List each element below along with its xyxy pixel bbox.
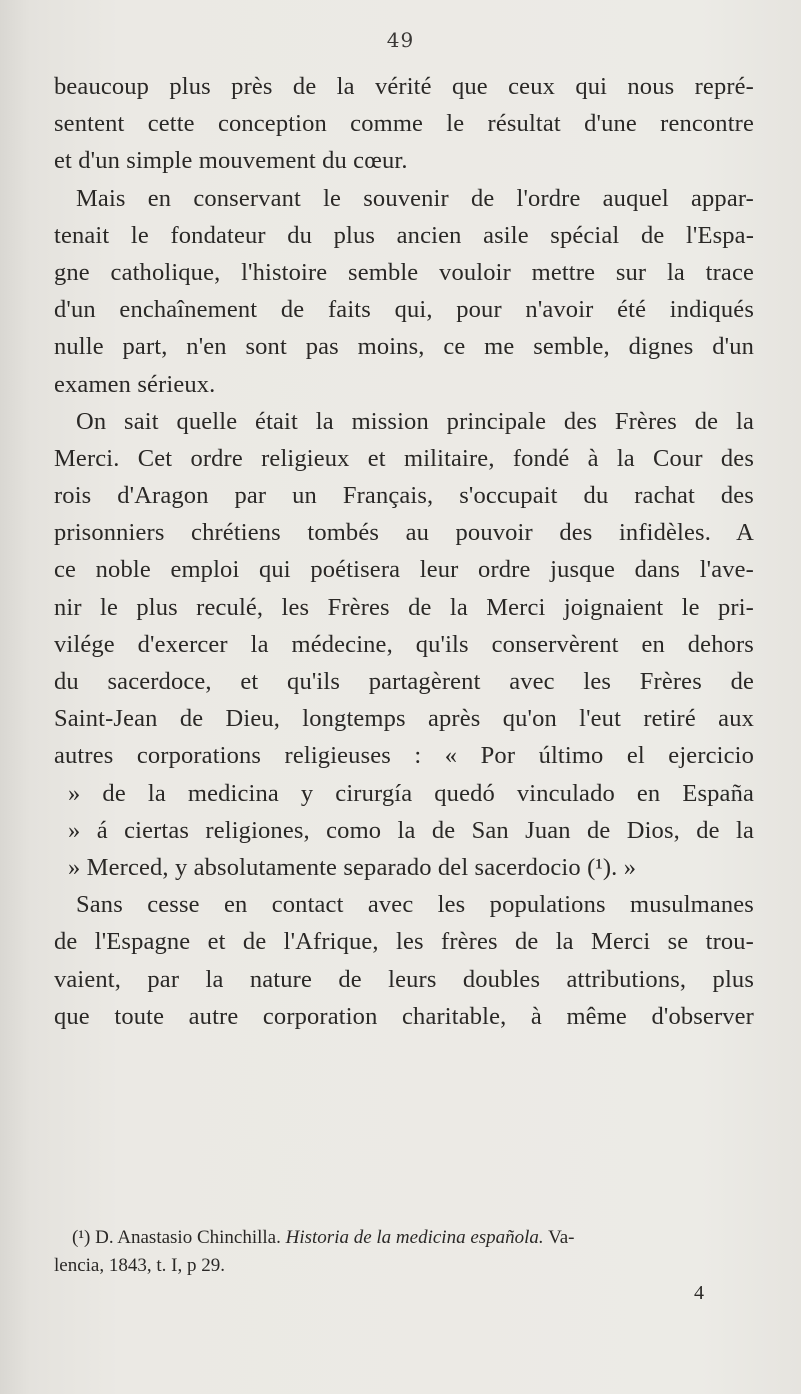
text-line: nulle part, n'en sont pas moins, ce me semble, dignes d'un — [54, 333, 754, 361]
text-line: et d'un simple mouvement du cœur. — [54, 147, 408, 175]
text-line: de l'Espagne et de l'Afrique, les frères de la Merci se trou- — [54, 928, 754, 956]
page-number: 49 — [386, 28, 415, 52]
quote-line: » á ciertas religiones, como la de San Juan de Dios, de la — [68, 816, 754, 844]
quote-line: » Merced, y absolutamente separado del sacerdocio (¹). » — [68, 853, 637, 881]
footnote-line: lencia, 1843, t. I, p 29. — [54, 1255, 225, 1276]
footnote-title: Historia de la medicina española. — [285, 1227, 544, 1248]
signature-mark: 4 — [694, 1282, 704, 1304]
text-line: du sacerdoce, et qu'ils partagèrent avec les Frères de — [54, 668, 754, 695]
text-line: autres corporations religieuses : « Por último el ejercicio — [54, 742, 754, 770]
text-line: vaient, par la nature de leurs doubles attributions, plus — [54, 965, 754, 993]
text-line: examen sérieux. — [54, 370, 216, 398]
text-line: tenait le fondateur du plus ancien asile spécial de l'Espa- — [54, 221, 754, 249]
text-line: beaucoup plus près de la vérité que ceux qui nous repré- — [54, 73, 754, 100]
footnote — [54, 1224, 754, 1280]
quote-line: » de la medicina y cirurgía quedó vinculado en España — [68, 779, 754, 807]
text-line: ce noble emploi qui poétisera leur ordre jusque dans l'ave- — [54, 556, 754, 584]
text-line: que toute autre corporation charitable, à même d'observer — [54, 1002, 754, 1030]
text-line: nir le plus reculé, les Frères de la Merci joignaient le pri- — [54, 593, 754, 621]
text-line: Saint-Jean de Dieu, longtemps après qu'on l'eut retiré aux — [54, 705, 754, 733]
text-line: sentent cette conception comme le résultat d'une rencontre — [54, 110, 754, 138]
text-line: prisonniers chrétiens tombés au pouvoir des infidèles. A — [54, 519, 754, 547]
text-line: On sait quelle était la mission principale des Frères de la — [76, 407, 754, 435]
text-line: Merci. Cet ordre religieux et militaire, fondé à la Cour des — [54, 444, 754, 472]
text-line: rois d'Aragon par un Français, s'occupait du rachat des — [54, 482, 754, 510]
footnote-rest: Va- — [548, 1227, 575, 1248]
footnote-line — [54, 1224, 754, 1252]
body-text — [54, 68, 754, 1035]
text-line: Mais en conservant le souvenir de l'ordre auquel appar- — [76, 184, 754, 212]
text-line: gne catholique, l'histoire semble vouloir mettre sur la trace — [54, 258, 754, 286]
footnote-author: D. Anastasio Chinchilla. — [95, 1227, 281, 1248]
text-line: Sans cesse en contact avec les populations musulmanes — [76, 891, 754, 919]
text-line: vilége d'exercer la médecine, qu'ils conservèrent en dehors — [54, 630, 754, 658]
footnote-marker: (¹) — [72, 1227, 91, 1248]
text-line: d'un enchaînement de faits qui, pour n'avoir été indiqués — [54, 296, 754, 324]
